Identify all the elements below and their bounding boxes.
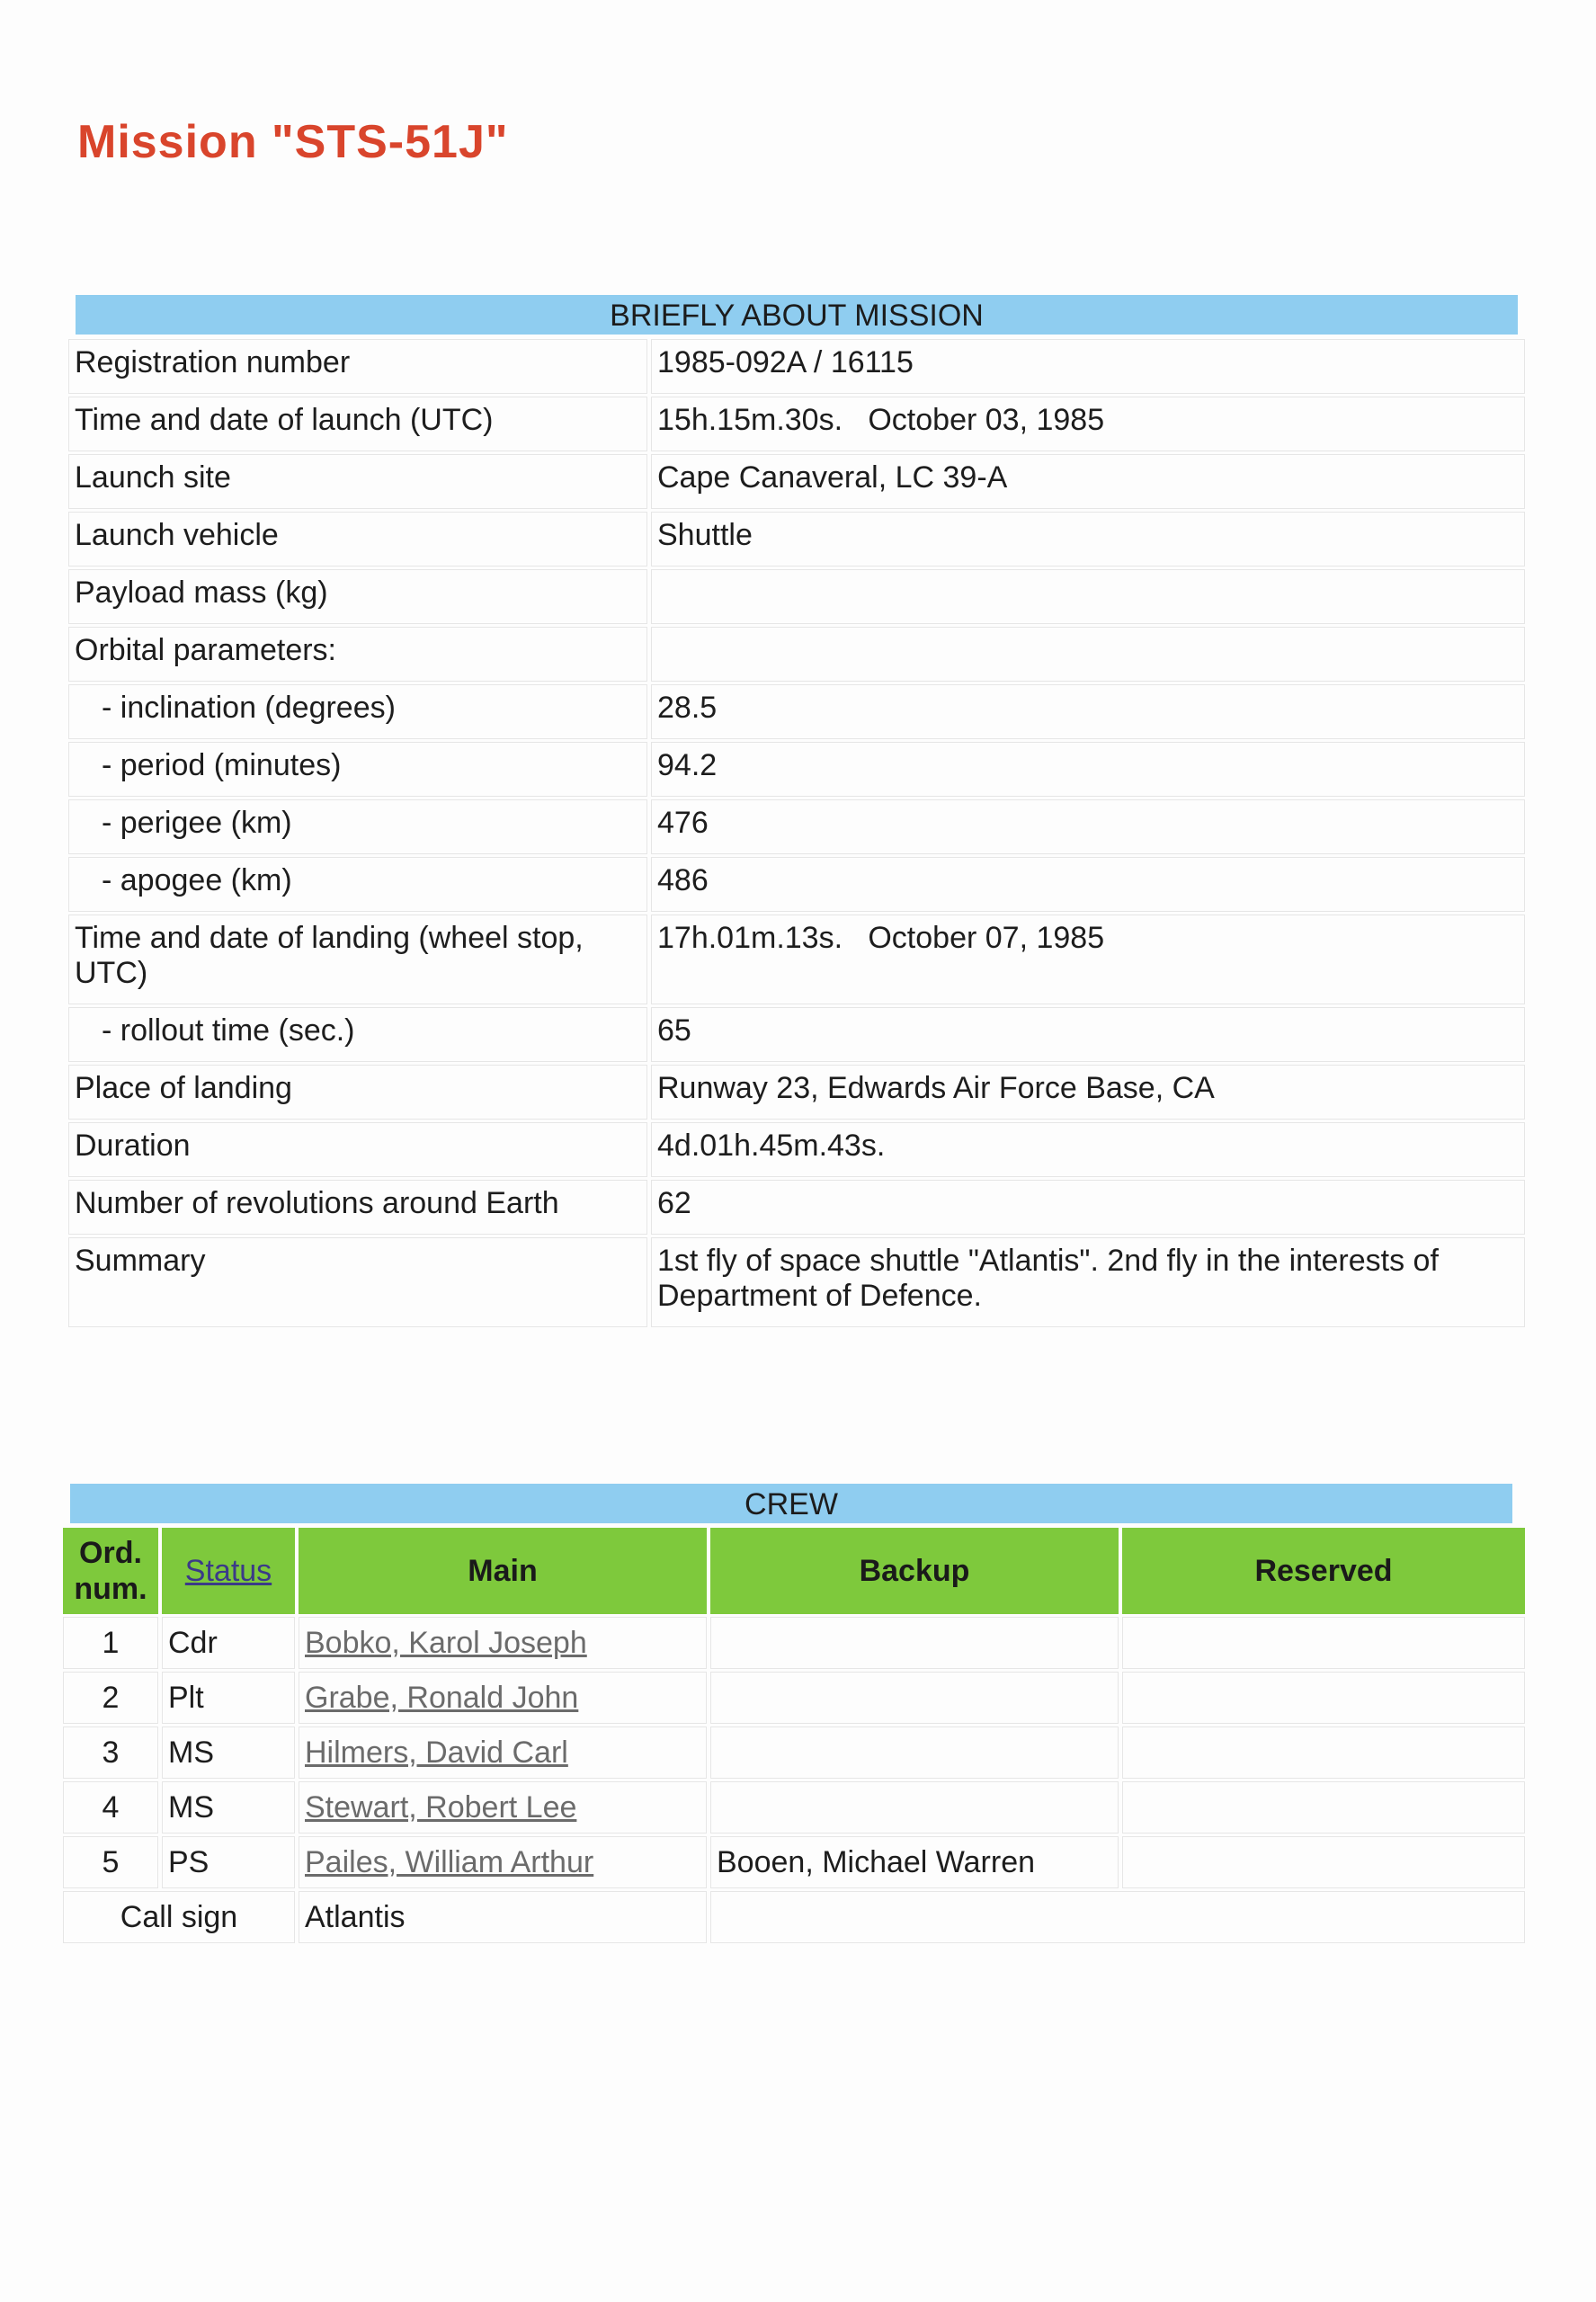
- ord-num: 4: [63, 1781, 158, 1834]
- table-row: [68, 1122, 1525, 1177]
- row-value: 62: [651, 1180, 1525, 1235]
- row-label: Summary: [68, 1237, 647, 1327]
- table-row: [63, 1672, 1525, 1724]
- row-value: Cape Canaveral, LC 39-A: [651, 454, 1525, 509]
- call-sign-label: Call sign: [63, 1891, 295, 1943]
- table-row: [63, 1836, 1525, 1888]
- column-status: [162, 1528, 295, 1614]
- row-label: Launch vehicle: [68, 512, 647, 567]
- ord-num: 1: [63, 1617, 158, 1669]
- reserved-crew: [1122, 1781, 1525, 1834]
- mission-brief-table: [65, 295, 1529, 1330]
- brief-rows: [65, 336, 1529, 1330]
- backup-crew: [710, 1781, 1119, 1834]
- column-reserved: Reserved: [1122, 1528, 1525, 1614]
- crew-status: Plt: [162, 1672, 295, 1724]
- main-crew: [299, 1617, 707, 1669]
- ord-num: 5: [63, 1836, 158, 1888]
- row-value: 65: [651, 1007, 1525, 1062]
- crew-status: PS: [162, 1836, 295, 1888]
- table-row: [68, 569, 1525, 624]
- reserved-crew: [1122, 1836, 1525, 1888]
- crew-column-headers: [63, 1528, 1525, 1614]
- crew-member-link[interactable]: Hilmers, David Carl: [305, 1735, 568, 1770]
- column-ord-num: Ord. num.: [63, 1528, 158, 1614]
- call-sign-value: Atlantis: [299, 1891, 707, 1943]
- row-label: - inclination (degrees): [68, 684, 647, 739]
- table-row: [68, 454, 1525, 509]
- row-value: 1985-092A / 16115: [651, 339, 1525, 394]
- row-label: - apogee (km): [68, 857, 647, 912]
- ord-num: 2: [63, 1672, 158, 1724]
- crew-member-link[interactable]: Pailes, William Arthur: [305, 1844, 594, 1879]
- table-row: [68, 742, 1525, 797]
- table-row: [68, 627, 1525, 682]
- brief-header: BRIEFLY ABOUT MISSION: [76, 295, 1518, 335]
- row-label: Number of revolutions around Earth: [68, 1180, 647, 1235]
- main-crew: [299, 1672, 707, 1724]
- table-row: [68, 1180, 1525, 1235]
- row-value: 1st fly of space shuttle "Atlantis". 2nd fly in the interests of Department of Defence.: [651, 1237, 1525, 1327]
- row-label: Registration number: [68, 339, 647, 394]
- backup-crew: [710, 1726, 1119, 1779]
- crew-member-link[interactable]: Bobko, Karol Joseph: [305, 1625, 587, 1660]
- column-backup: Backup: [710, 1528, 1119, 1614]
- page-title: Mission "STS-51J": [77, 116, 509, 168]
- table-row: [68, 915, 1525, 1004]
- crew-member-link[interactable]: Stewart, Robert Lee: [305, 1789, 577, 1825]
- reserved-crew: [1122, 1617, 1525, 1669]
- row-value: 486: [651, 857, 1525, 912]
- row-value: 4d.01h.45m.43s.: [651, 1122, 1525, 1177]
- reserved-crew: [1122, 1726, 1525, 1779]
- table-row: [68, 512, 1525, 567]
- crew-rows: [59, 1525, 1529, 1946]
- crew-table: [59, 1484, 1529, 1946]
- table-row: [63, 1726, 1525, 1779]
- call-sign-row: [63, 1891, 1525, 1943]
- table-row: [68, 1065, 1525, 1120]
- table-row: [68, 799, 1525, 854]
- table-row: [68, 339, 1525, 394]
- row-value: 28.5: [651, 684, 1525, 739]
- row-label: Orbital parameters:: [68, 627, 647, 682]
- table-row: [63, 1617, 1525, 1669]
- row-label: Time and date of launch (UTC): [68, 397, 647, 451]
- row-label: Launch site: [68, 454, 647, 509]
- backup-crew: [710, 1672, 1119, 1724]
- row-label: Duration: [68, 1122, 647, 1177]
- row-label: Time and date of landing (wheel stop, UTC): [68, 915, 647, 1004]
- row-label: Payload mass (kg): [68, 569, 647, 624]
- call-sign-empty: [710, 1891, 1525, 1943]
- row-value: 94.2: [651, 742, 1525, 797]
- main-crew: [299, 1726, 707, 1779]
- row-label: - perigee (km): [68, 799, 647, 854]
- reserved-crew: [1122, 1672, 1525, 1724]
- row-label: - period (minutes): [68, 742, 647, 797]
- row-label: - rollout time (sec.): [68, 1007, 647, 1062]
- crew-member-link[interactable]: Grabe, Ronald John: [305, 1680, 579, 1715]
- table-row: [68, 397, 1525, 451]
- table-row: [68, 1007, 1525, 1062]
- row-label: Place of landing: [68, 1065, 647, 1120]
- row-value: 15h.15m.30s. October 03, 1985: [651, 397, 1525, 451]
- row-value: [651, 627, 1525, 682]
- backup-crew: Booen, Michael Warren: [710, 1836, 1119, 1888]
- backup-crew: [710, 1617, 1119, 1669]
- status-link[interactable]: Status: [184, 1554, 272, 1588]
- row-value: 476: [651, 799, 1525, 854]
- row-value: 17h.01m.13s. October 07, 1985: [651, 915, 1525, 1004]
- table-row: [63, 1781, 1525, 1834]
- row-value: [651, 569, 1525, 624]
- main-crew: [299, 1781, 707, 1834]
- crew-header: CREW: [70, 1484, 1512, 1523]
- table-row: [68, 857, 1525, 912]
- row-value: Shuttle: [651, 512, 1525, 567]
- row-value: Runway 23, Edwards Air Force Base, CA: [651, 1065, 1525, 1120]
- crew-status: MS: [162, 1781, 295, 1834]
- ord-num: 3: [63, 1726, 158, 1779]
- table-row: [68, 684, 1525, 739]
- crew-status: MS: [162, 1726, 295, 1779]
- main-crew: [299, 1836, 707, 1888]
- table-row: [68, 1237, 1525, 1327]
- crew-status: Cdr: [162, 1617, 295, 1669]
- column-main: Main: [299, 1528, 707, 1614]
